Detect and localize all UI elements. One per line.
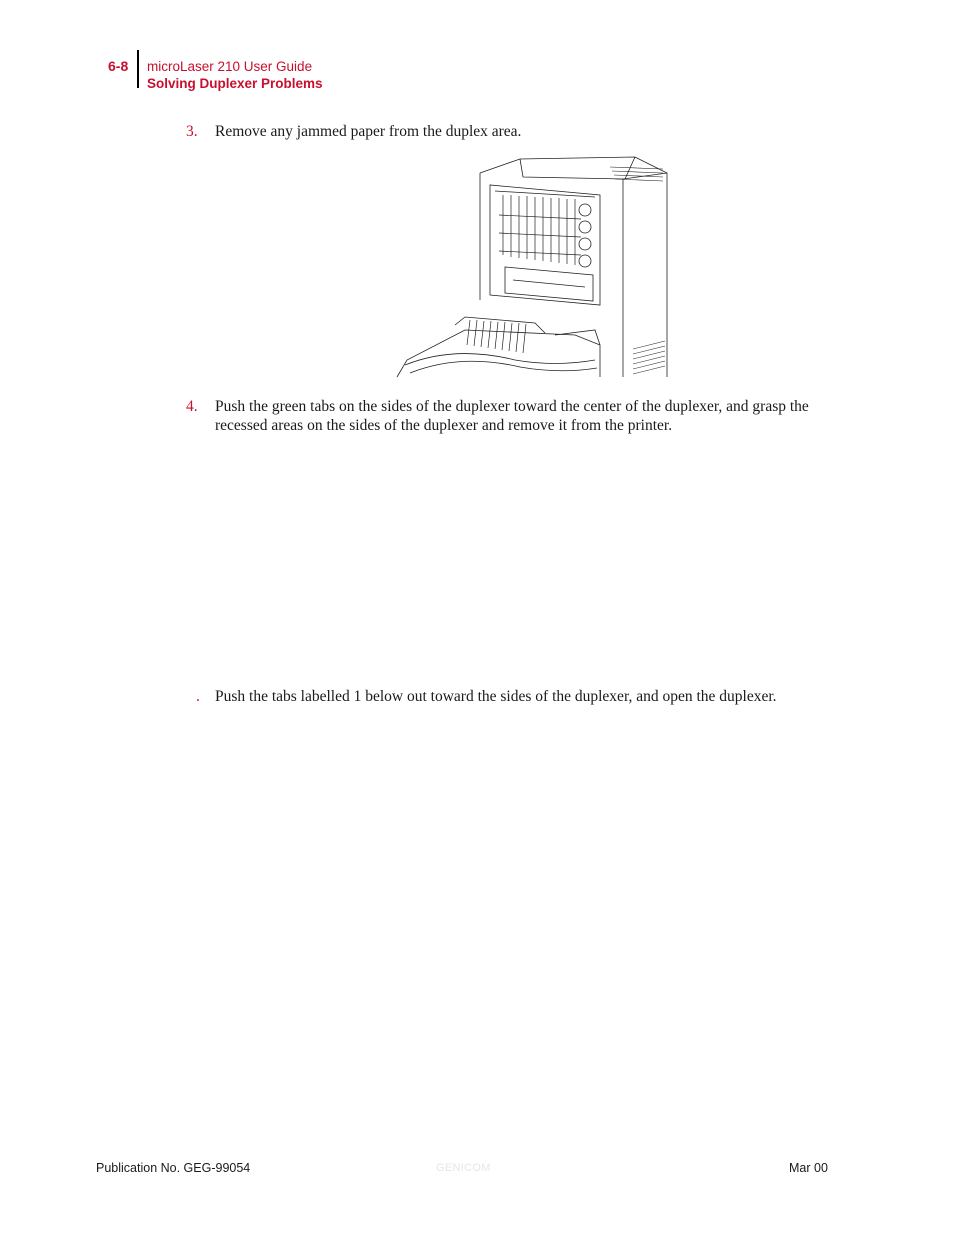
brand-watermark: GENICOM xyxy=(436,1162,491,1174)
step-3 xyxy=(186,122,836,141)
step-text: Push the tabs labelled 1 below out toward the sides of the duplexer, and open the duplexer. xyxy=(215,688,777,705)
header-divider xyxy=(137,50,139,88)
page-number: 6-8 xyxy=(108,58,129,74)
publication-number: Publication No. GEG-99054 xyxy=(96,1161,251,1175)
printer-duplex-open-illustration xyxy=(395,155,670,380)
step-text: Remove any jammed paper from the duplex area. xyxy=(215,123,522,140)
step-number: 4. xyxy=(186,398,198,415)
publication-date: Mar 00 xyxy=(789,1161,828,1175)
step-text: Push the green tabs on the sides of the duplexer toward the center of the duplexer, and grasp the recessed areas on the sides of the duplexer and remove it from the printer. xyxy=(215,398,809,434)
guide-title: microLaser 210 User Guide xyxy=(147,59,313,74)
section-title: Solving Duplexer Problems xyxy=(147,76,323,91)
step-4 xyxy=(186,397,836,435)
step-number: 3. xyxy=(186,123,198,140)
step-number: . xyxy=(196,688,200,705)
step-5 xyxy=(186,687,836,706)
